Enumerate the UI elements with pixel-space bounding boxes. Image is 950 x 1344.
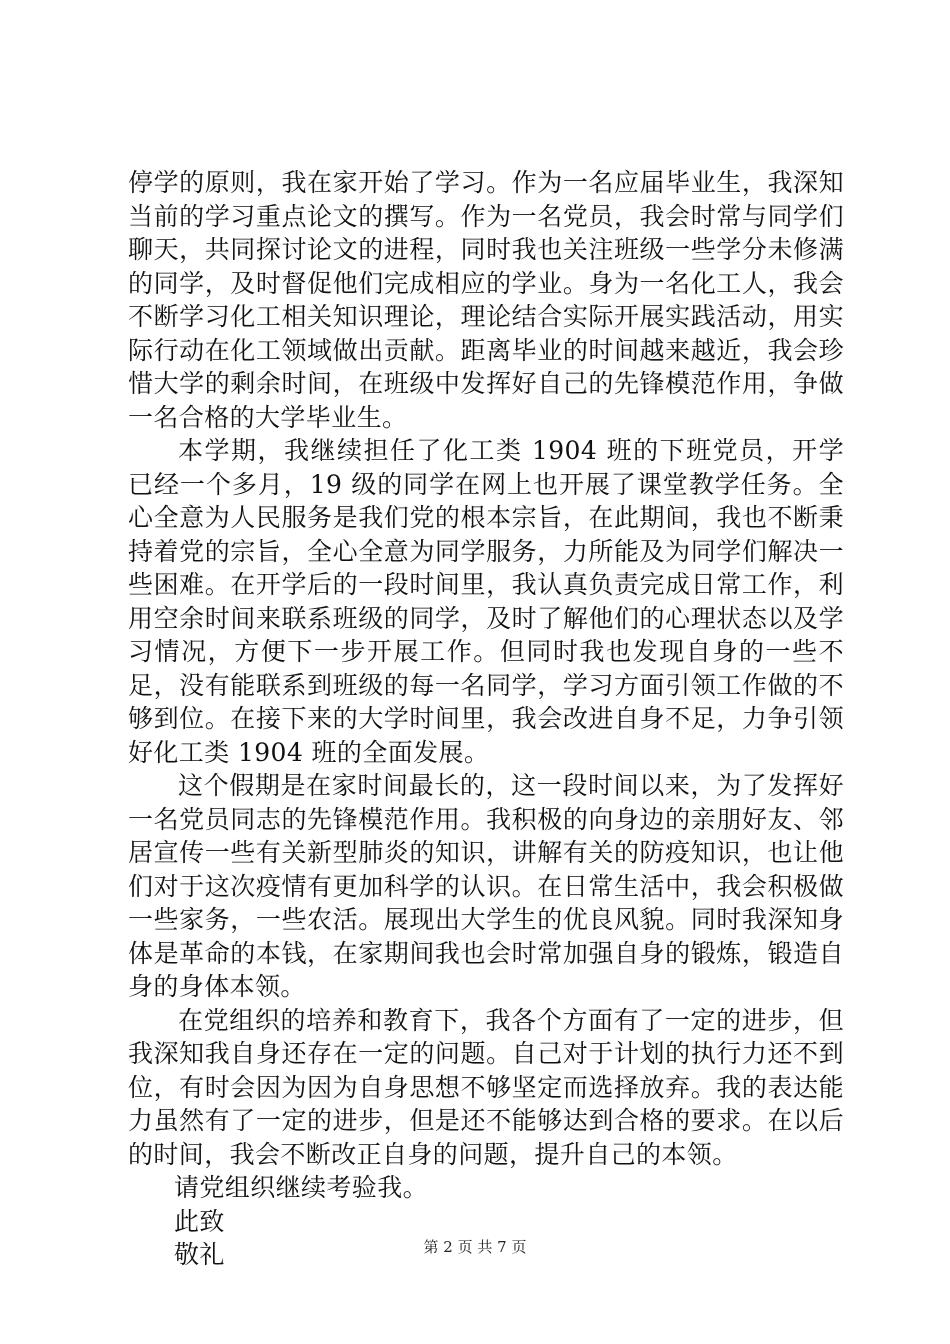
closing-request: 请党组织继续考验我。: [174, 1173, 429, 1202]
paragraph-continued: 停学的原则，我在家开始了学习。作为一名应届毕业生，我深知当前的学习重点论文的撰写。作为一名党员，我会时常与同学们聊天，共同探讨论文的进程，同时我也关注班级一些学分未修满的同学，及时督促他们完成相应的学业。身为一名化工人，我会不断学习化工相关知识理论，理论结合实际开展实践活动，用实际行动在化工领域做出贡献。距离毕业的时间越来越近，我会珍惜大学的剩余时间，在班级中发挥好自己的先锋模范作用，争做一名合格的大学毕业生。: [128, 168, 844, 432]
closing-regards: 敬礼: [174, 1240, 225, 1269]
paragraph-self-reflection: 在党组织的培养和教育下，我各个方面有了一定的进步，但我深知我自身还存在一定的问题。自己对于计划的执行力还不到位，有时会因为因为自身思想不够坚定而选择放弃。我的表达能力虽然有了一定的进步，但是还不能够达到合格的要求。在以后的时间，我会不断改正自身的问题，提升自己的本领。: [128, 1005, 844, 1169]
page-number-footer: 第 2 页 共 7 页: [423, 1238, 527, 1256]
closing-salutation: 此致: [174, 1206, 225, 1236]
document-body: [128, 166, 844, 1272]
paragraph-holiday-activities: 这个假期是在家时间最长的，这一段时间以来，为了发挥好一名党员同志的先锋模范作用。我积极的向身边的亲朋好友、邻居宣传一些有关新型肺炎的知识，讲解有关的防疫知识，也让他们对于这次疫情有更加科学的认识。在日常生活中，我会积极做一些家务，一些农活。展现出大学生的优良风貌。同时我深知身体是革命的本钱，在家期间我也会时常加强自身的锻炼，锻造自身的身体本领。: [128, 771, 844, 1001]
paragraph-class-duties: 本学期，我继续担任了化工类 1904 班的下班党员，开学已经一个多月，19 级的同学在网上也开展了课堂教学任务。全心全意为人民服务是我们党的根本宗旨，在此期间，我也不断秉持着党的宗旨，全心全意为同学服务，力所能及为同学们解决一些困难。在开学后的一段时间里，我认真负责完成日常工作，利用空余时间来联系班级的同学，及时了解他们的心理状态以及学习情况，方便下一步开展工作。但同时我也发现自身的一些不足，没有能联系到班级的每一名同学，学习方面引领工作做的不够到位。在接下来的大学时间里，我会改进自身不足，力争引领好化工类 1904 班的全面发展。: [128, 436, 844, 767]
